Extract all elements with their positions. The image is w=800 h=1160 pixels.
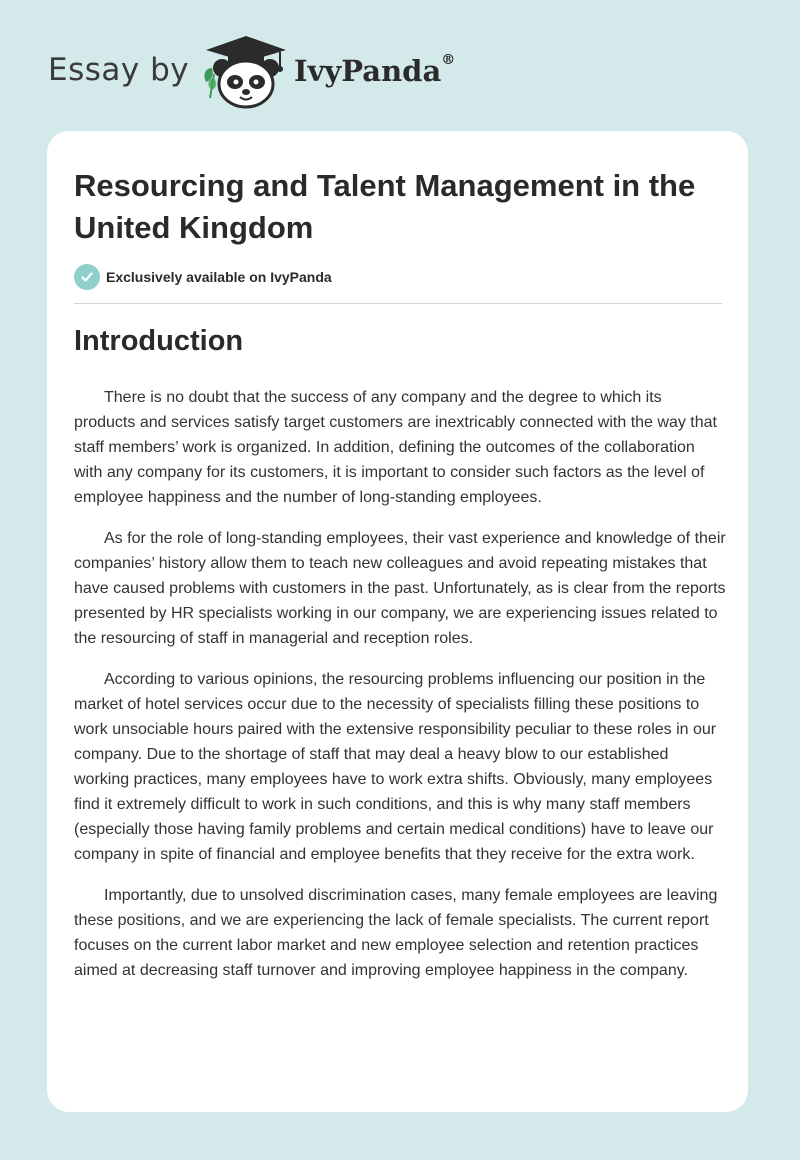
exclusive-badge bbox=[74, 264, 332, 290]
section-heading: Introduction bbox=[74, 325, 244, 357]
essay-card bbox=[47, 131, 748, 1112]
essay-title: Resourcing and Talent Management in the United Kingdom bbox=[74, 168, 696, 245]
paragraph: According to various opinions, the resourcing problems influencing our position in the market of hotel services occur due to the necessity of specialists filling these positions to work unsociable hours paired with the extensive responsibility peculiar to these roles in our company. Due to the shortage of staff that may deal a heavy blow to our established working practices, many employees have to work extra shifts. Obviously, many employees find it extremely difficult to work in such conditions, and this is why many staff members (especially those having family problems and certain medical conditions) have to leave our company in spite of financial and employee benefits that they receive for the extra work. bbox=[74, 671, 717, 863]
exclusive-label: Exclusively available on IvyPanda bbox=[106, 269, 332, 285]
paragraph: Importantly, due to unsolved discrimination cases, many female employees are leaving these positions, and we are experiencing the lack of female specialists. The current report focuses on the current labor market and new employee selection and retention practices aimed at decreasing staff turnover and improving employee happiness in the company. bbox=[74, 887, 718, 979]
paragraph: As for the role of long-standing employees, their vast experience and knowledge of their companies’ history allow them to teach new colleagues and avoid repeating mistakes that have caused problems with customers in the past. Unfortunately, as is clear from the reports presented by HR specialists working in our company, we are experiencing issues related to the resourcing of staff in managerial and reception roles. bbox=[74, 530, 726, 647]
registered-mark: ® bbox=[441, 52, 456, 68]
site-header bbox=[0, 0, 800, 130]
title-divider bbox=[74, 303, 722, 304]
essay-body bbox=[74, 385, 726, 999]
panda-graduate-icon[interactable] bbox=[200, 34, 292, 110]
check-circle-icon bbox=[74, 264, 100, 290]
brand-logo-text[interactable] bbox=[294, 54, 455, 88]
essay-by-label: Essay by bbox=[48, 52, 190, 88]
paragraph: There is no doubt that the success of any company and the degree to which its products and services satisfy target customers are inextricably connected with the way that staff members’ work is organized. In addition, defining the outcomes of the collaboration with any company for its customers, it is important to consider such factors as the level of employee happiness and the number of long-standing employees. bbox=[74, 389, 717, 506]
brand-name: IvyPanda bbox=[294, 54, 442, 88]
